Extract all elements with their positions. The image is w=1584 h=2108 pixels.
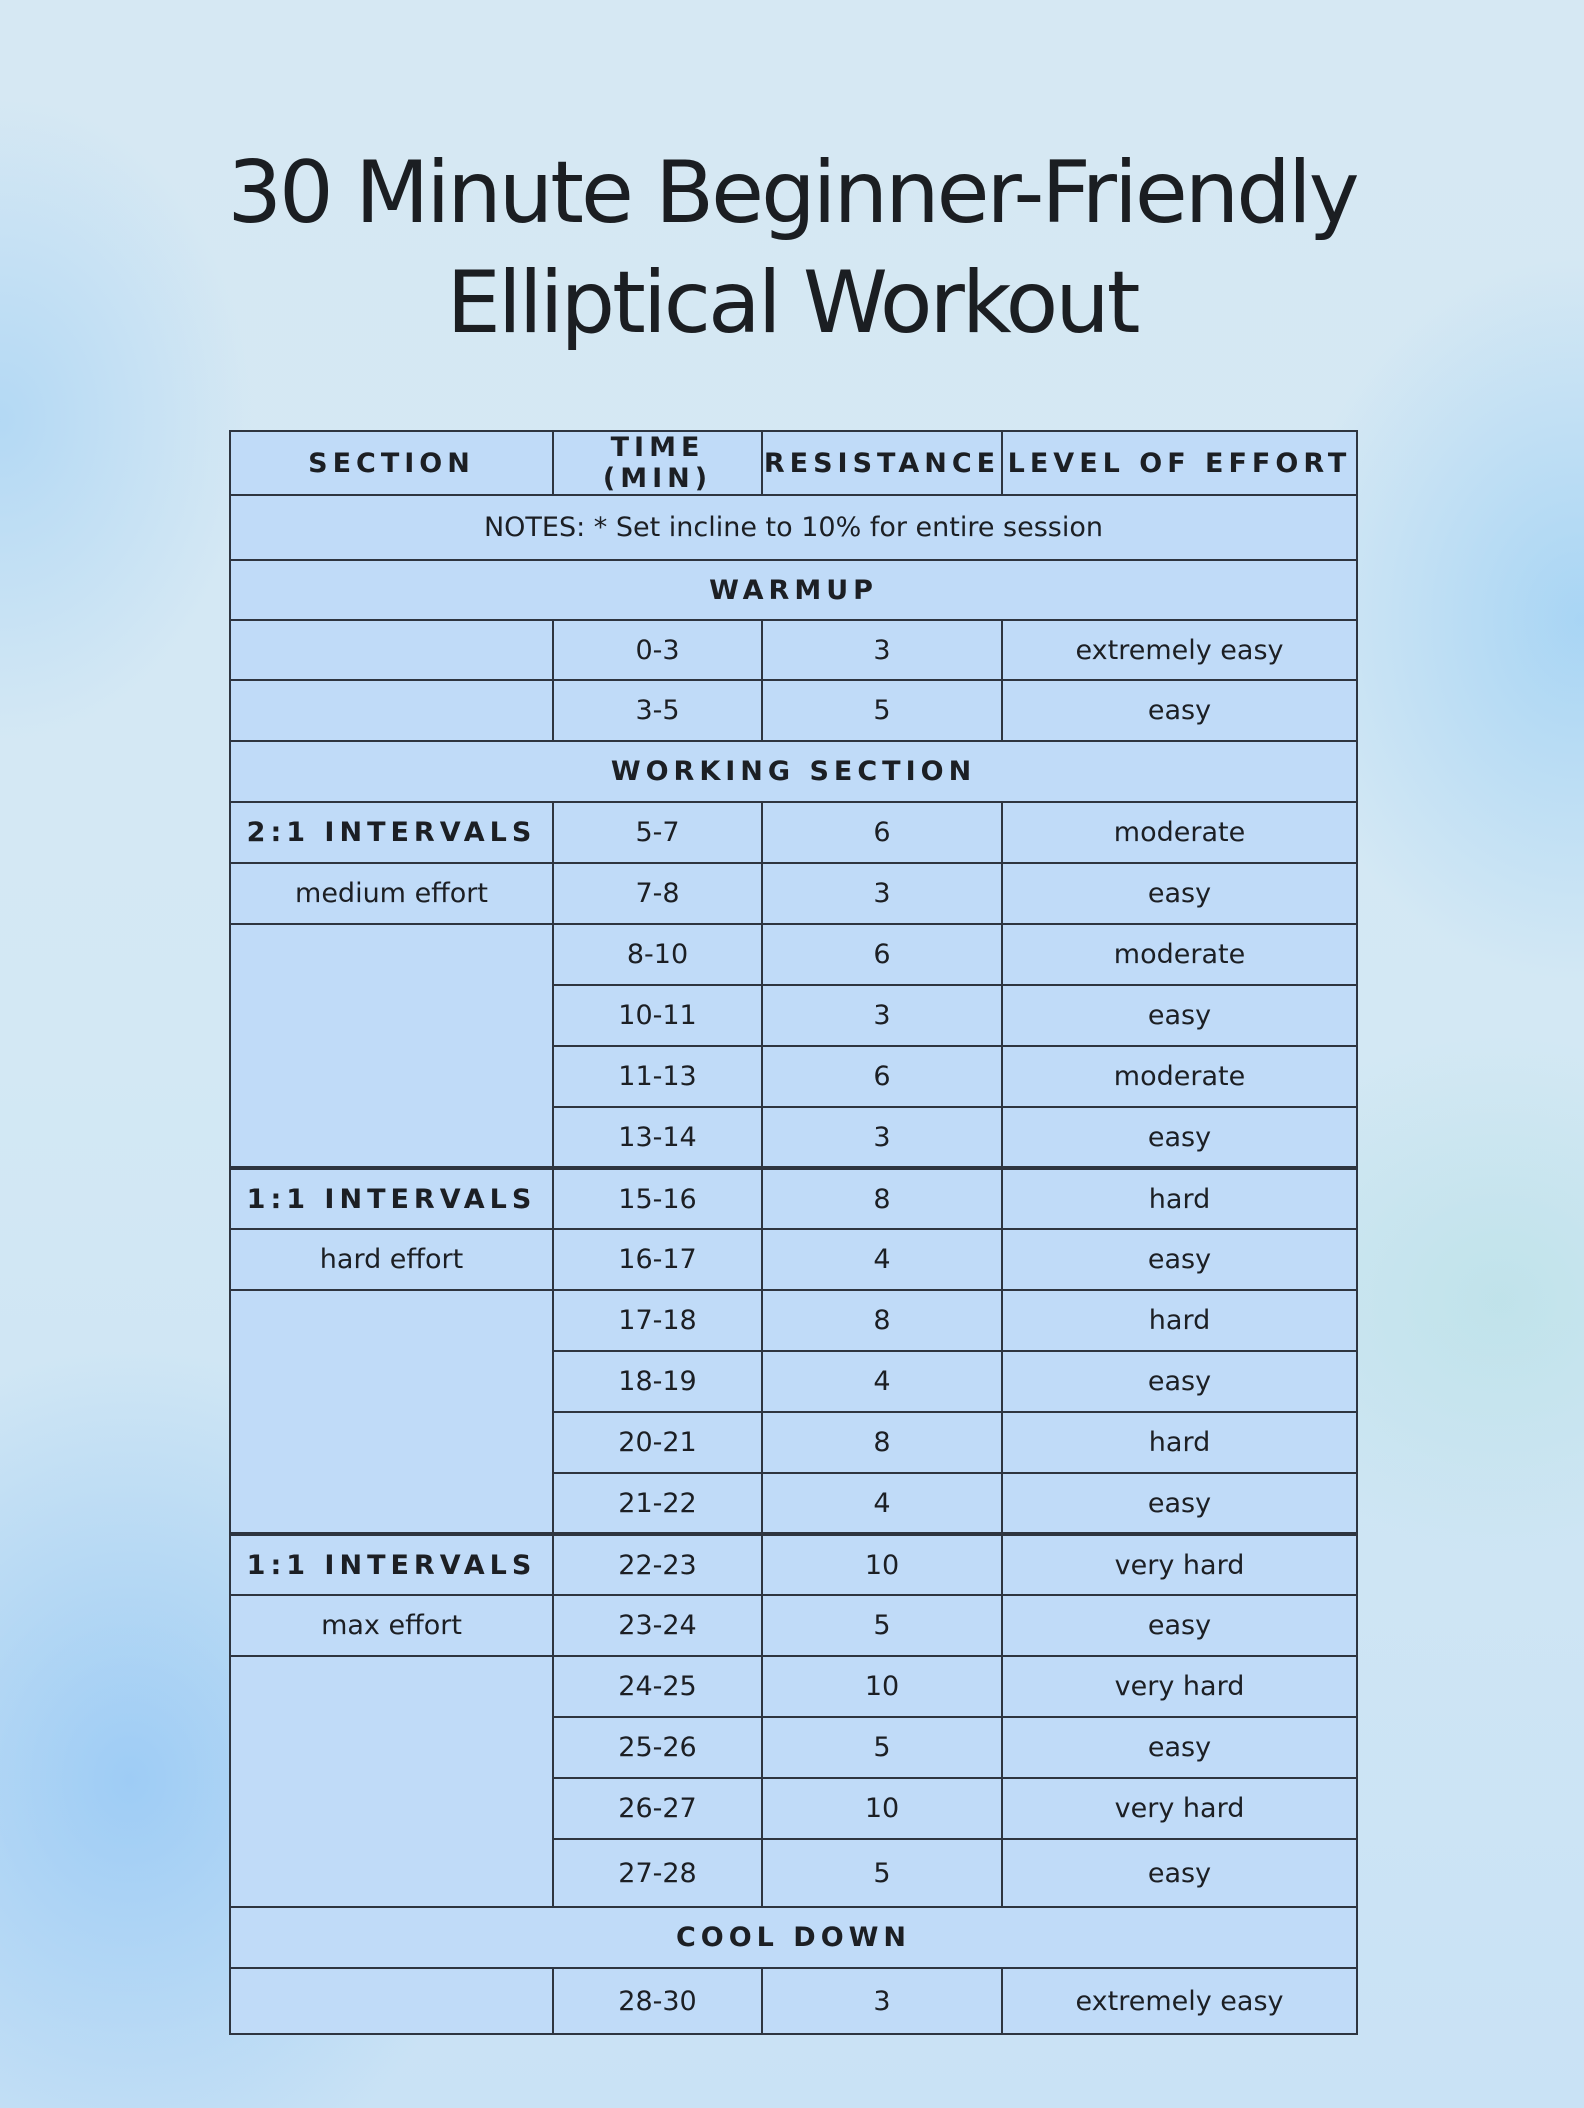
resistance-cell: 6 (762, 802, 1002, 863)
effort-cell: hard (1002, 1290, 1357, 1351)
time-cell: 25-26 (553, 1717, 762, 1778)
time-cell: 21-22 (553, 1473, 762, 1534)
effort-cell: very hard (1002, 1778, 1357, 1839)
cooldown-label: COOL DOWN (230, 1907, 1357, 1968)
resistance-cell: 6 (762, 1046, 1002, 1107)
time-cell: 27-28 (553, 1839, 762, 1907)
effort-cell: moderate (1002, 924, 1357, 985)
effort-cell: moderate (1002, 1046, 1357, 1107)
resistance-cell: 5 (762, 1717, 1002, 1778)
section-cell-empty (230, 1290, 553, 1534)
resistance-cell: 3 (762, 985, 1002, 1046)
time-cell: 13-14 (553, 1107, 762, 1168)
table-row (230, 1656, 1357, 1717)
resistance-cell: 3 (762, 863, 1002, 924)
resistance-cell: 10 (762, 1778, 1002, 1839)
title-line-1: 30 Minute Beginner-Friendly (227, 143, 1357, 243)
effort-cell: hard (1002, 1168, 1357, 1229)
effort-cell: easy (1002, 1351, 1357, 1412)
header-time: TIME (MIN) (553, 431, 762, 495)
time-cell: 23-24 (553, 1595, 762, 1656)
title-line-2: Elliptical Workout (446, 253, 1138, 353)
interval-block-subtitle: medium effort (230, 863, 553, 924)
section-cell-empty (230, 1656, 553, 1907)
interval-block-subtitle: hard effort (230, 1229, 553, 1290)
time-cell: 0-3 (553, 620, 762, 680)
section-cell-empty (230, 1968, 553, 2034)
resistance-cell: 10 (762, 1656, 1002, 1717)
effort-cell: easy (1002, 1473, 1357, 1534)
interval-block-name: 1:1 INTERVALS (230, 1534, 553, 1595)
section-cell-empty (230, 620, 553, 680)
effort-cell: easy (1002, 1107, 1357, 1168)
workout-table (229, 430, 1358, 2035)
notes-text: NOTES: * Set incline to 10% for entire session (230, 495, 1357, 560)
time-cell: 10-11 (553, 985, 762, 1046)
time-cell: 7-8 (553, 863, 762, 924)
section-cell-empty (230, 924, 553, 1168)
resistance-cell: 8 (762, 1290, 1002, 1351)
table-row (230, 1534, 1357, 1595)
effort-cell: easy (1002, 1717, 1357, 1778)
time-cell: 11-13 (553, 1046, 762, 1107)
interval-block-name: 2:1 INTERVALS (230, 802, 553, 863)
time-cell: 16-17 (553, 1229, 762, 1290)
working-section-label: WORKING SECTION (230, 741, 1357, 802)
table-row (230, 802, 1357, 863)
working-band-row (230, 741, 1357, 802)
effort-cell: easy (1002, 1595, 1357, 1656)
time-cell: 18-19 (553, 1351, 762, 1412)
effort-cell: easy (1002, 1839, 1357, 1907)
resistance-cell: 5 (762, 1839, 1002, 1907)
effort-cell: moderate (1002, 802, 1357, 863)
header-effort: LEVEL OF EFFORT (1002, 431, 1357, 495)
resistance-cell: 10 (762, 1534, 1002, 1595)
effort-cell: extremely easy (1002, 620, 1357, 680)
header-row (230, 431, 1357, 495)
table-row (230, 863, 1357, 924)
cooldown-band-row (230, 1907, 1357, 1968)
resistance-cell: 8 (762, 1168, 1002, 1229)
warmup-label: WARMUP (230, 560, 1357, 620)
resistance-cell: 5 (762, 1595, 1002, 1656)
header-section: SECTION (230, 431, 553, 495)
interval-block-name: 1:1 INTERVALS (230, 1168, 553, 1229)
page-title (0, 138, 1584, 358)
time-cell: 17-18 (553, 1290, 762, 1351)
table-row (230, 1168, 1357, 1229)
resistance-cell: 3 (762, 1107, 1002, 1168)
time-cell: 8-10 (553, 924, 762, 985)
effort-cell: extremely easy (1002, 1968, 1357, 2034)
resistance-cell: 4 (762, 1473, 1002, 1534)
section-cell-empty (230, 680, 553, 741)
table-row (230, 924, 1357, 985)
notes-row (230, 495, 1357, 560)
table-row (230, 1968, 1357, 2034)
warmup-band-row (230, 560, 1357, 620)
resistance-cell: 4 (762, 1229, 1002, 1290)
table-row (230, 1290, 1357, 1351)
resistance-cell: 3 (762, 620, 1002, 680)
table-row (230, 620, 1357, 680)
resistance-cell: 4 (762, 1351, 1002, 1412)
resistance-cell: 3 (762, 1968, 1002, 2034)
interval-block-subtitle: max effort (230, 1595, 553, 1656)
effort-cell: hard (1002, 1412, 1357, 1473)
table-row (230, 680, 1357, 741)
table-row (230, 1595, 1357, 1656)
effort-cell: easy (1002, 1229, 1357, 1290)
effort-cell: easy (1002, 863, 1357, 924)
header-resistance: RESISTANCE (762, 431, 1002, 495)
time-cell: 24-25 (553, 1656, 762, 1717)
effort-cell: very hard (1002, 1534, 1357, 1595)
time-cell: 15-16 (553, 1168, 762, 1229)
resistance-cell: 5 (762, 680, 1002, 741)
resistance-cell: 8 (762, 1412, 1002, 1473)
effort-cell: easy (1002, 680, 1357, 741)
time-cell: 20-21 (553, 1412, 762, 1473)
effort-cell: very hard (1002, 1656, 1357, 1717)
time-cell: 28-30 (553, 1968, 762, 2034)
time-cell: 22-23 (553, 1534, 762, 1595)
time-cell: 5-7 (553, 802, 762, 863)
table-row (230, 1229, 1357, 1290)
resistance-cell: 6 (762, 924, 1002, 985)
effort-cell: easy (1002, 985, 1357, 1046)
time-cell: 3-5 (553, 680, 762, 741)
time-cell: 26-27 (553, 1778, 762, 1839)
